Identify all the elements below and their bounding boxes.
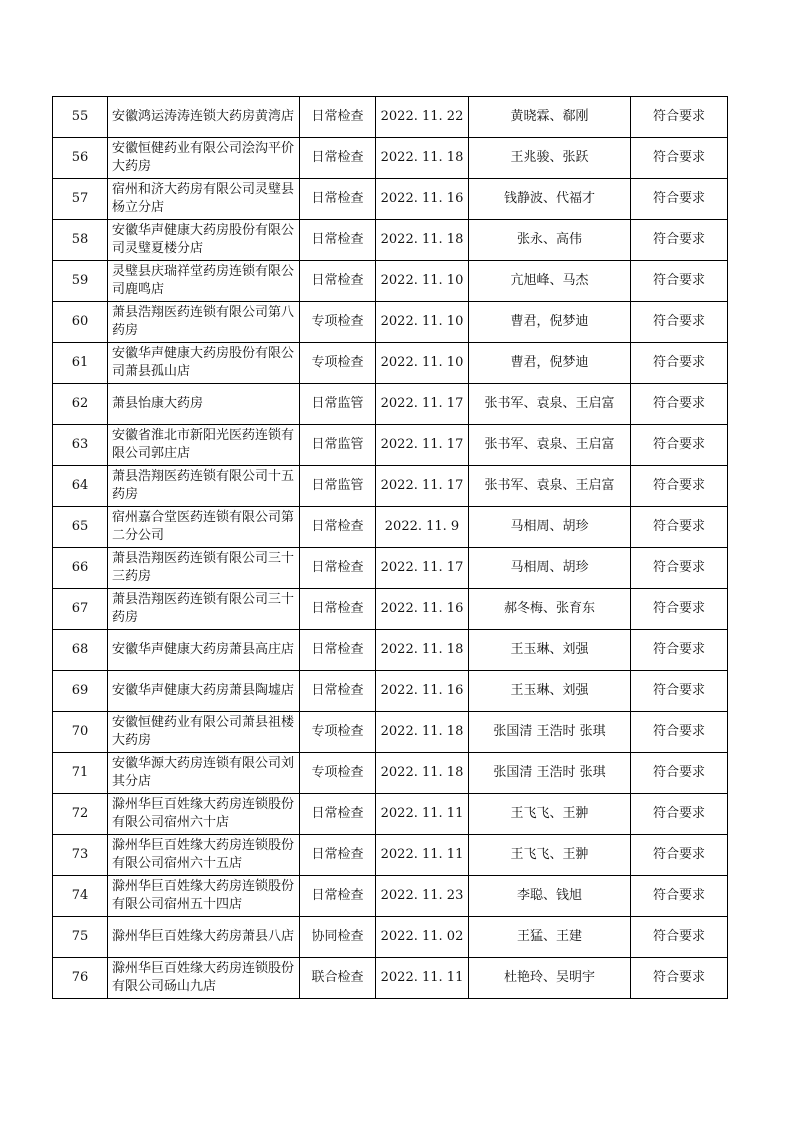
inspection-date-cell: 2022. 11. 18 [376,630,469,671]
inspection-date-cell: 2022. 11. 16 [376,179,469,220]
inspectors-cell: 黄晓霖、郗刚 [469,97,631,138]
inspection-type-cell: 专项检查 [300,712,376,753]
inspection-result-cell: 符合要求 [631,958,728,999]
table-row [53,220,728,261]
pharmacy-name-cell: 安徽华声健康大药房股份有限公司萧县孤山店 [108,343,300,384]
inspection-result-cell: 符合要求 [631,630,728,671]
inspection-type-cell: 日常检查 [300,548,376,589]
inspection-result-cell: 符合要求 [631,302,728,343]
inspection-table [52,96,728,999]
row-number-cell: 60 [53,302,108,343]
pharmacy-name-cell: 萧县浩翔医药连锁有限公司十五药房 [108,466,300,507]
inspection-type-cell: 日常监管 [300,425,376,466]
inspection-date-cell: 2022. 11. 16 [376,589,469,630]
row-number-cell: 66 [53,548,108,589]
inspectors-cell: 张永、高伟 [469,220,631,261]
inspection-type-cell: 日常监管 [300,384,376,425]
inspectors-cell: 马相周、胡珍 [469,548,631,589]
pharmacy-name-cell: 滁州华巨百姓缘大药房萧县八店 [108,917,300,958]
pharmacy-name-cell: 滁州华巨百姓缘大药房连锁股份有限公司宿州五十四店 [108,876,300,917]
inspectors-cell: 曹君，倪梦迪 [469,343,631,384]
pharmacy-name-cell: 安徽华声健康大药房萧县陶墟店 [108,671,300,712]
inspectors-cell: 王玉琳、刘强 [469,630,631,671]
pharmacy-name-cell: 滁州华巨百姓缘大药房连锁股份有限公司砀山九店 [108,958,300,999]
inspectors-cell: 钱静波、代福才 [469,179,631,220]
pharmacy-name-cell: 宿州嘉合堂医药连锁有限公司第二分公司 [108,507,300,548]
pharmacy-name-cell: 滁州华巨百姓缘大药房连锁股份有限公司宿州六十五店 [108,835,300,876]
table-row [53,179,728,220]
inspection-date-cell: 2022. 11. 11 [376,794,469,835]
pharmacy-name-cell: 安徽省淮北市新阳光医药连锁有限公司郭庄店 [108,425,300,466]
table-row [53,302,728,343]
inspection-table-body [53,97,728,999]
row-number-cell: 71 [53,753,108,794]
pharmacy-name-cell: 滁州华巨百姓缘大药房连锁股份有限公司宿州六十店 [108,794,300,835]
table-row [53,671,728,712]
row-number-cell: 69 [53,671,108,712]
inspection-date-cell: 2022. 11. 02 [376,917,469,958]
pharmacy-name-cell: 萧县浩翔医药连锁有限公司三十三药房 [108,548,300,589]
table-row [53,835,728,876]
inspectors-cell: 张国清 王浩时 张琪 [469,712,631,753]
inspectors-cell: 亢旭峰、马杰 [469,261,631,302]
inspection-result-cell: 符合要求 [631,876,728,917]
row-number-cell: 56 [53,138,108,179]
table-row [53,466,728,507]
pharmacy-name-cell: 安徽恒健药业有限公司浍沟平价大药房 [108,138,300,179]
inspection-date-cell: 2022. 11. 17 [376,384,469,425]
inspection-type-cell: 日常检查 [300,835,376,876]
row-number-cell: 70 [53,712,108,753]
row-number-cell: 74 [53,876,108,917]
pharmacy-name-cell: 萧县浩翔医药连锁有限公司三十药房 [108,589,300,630]
inspection-date-cell: 2022. 11. 16 [376,671,469,712]
inspection-type-cell: 日常检查 [300,261,376,302]
table-row [53,958,728,999]
row-number-cell: 76 [53,958,108,999]
inspection-type-cell: 日常检查 [300,876,376,917]
inspectors-cell: 郝冬梅、张育东 [469,589,631,630]
inspection-type-cell: 日常检查 [300,138,376,179]
inspection-date-cell: 2022. 11. 18 [376,220,469,261]
pharmacy-name-cell: 萧县怡康大药房 [108,384,300,425]
inspection-result-cell: 符合要求 [631,343,728,384]
inspectors-cell: 王飞飞、王翀 [469,835,631,876]
table-row [53,343,728,384]
table-row [53,876,728,917]
inspection-result-cell: 符合要求 [631,425,728,466]
inspectors-cell: 杜艳玲、吴明宇 [469,958,631,999]
inspection-result-cell: 符合要求 [631,138,728,179]
row-number-cell: 67 [53,589,108,630]
inspection-result-cell: 符合要求 [631,753,728,794]
table-row [53,261,728,302]
table-row [53,794,728,835]
table-row [53,384,728,425]
row-number-cell: 75 [53,917,108,958]
inspection-date-cell: 2022. 11. 10 [376,302,469,343]
inspection-type-cell: 日常检查 [300,507,376,548]
inspection-result-cell: 符合要求 [631,97,728,138]
inspection-type-cell: 日常监管 [300,466,376,507]
inspectors-cell: 马相周、胡珍 [469,507,631,548]
inspection-result-cell: 符合要求 [631,548,728,589]
inspection-date-cell: 2022. 11. 22 [376,97,469,138]
inspection-type-cell: 联合检查 [300,958,376,999]
inspection-result-cell: 符合要求 [631,589,728,630]
pharmacy-name-cell: 安徽恒健药业有限公司萧县祖楼大药房 [108,712,300,753]
inspectors-cell: 张书军、袁泉、王启富 [469,425,631,466]
inspectors-cell: 王玉琳、刘强 [469,671,631,712]
inspection-date-cell: 2022. 11. 18 [376,712,469,753]
inspection-date-cell: 2022. 11. 9 [376,507,469,548]
pharmacy-name-cell: 安徽华声健康大药房萧县高庄店 [108,630,300,671]
pharmacy-name-cell: 安徽华声健康大药房股份有限公司灵璧夏楼分店 [108,220,300,261]
inspection-result-cell: 符合要求 [631,179,728,220]
table-row [53,753,728,794]
inspection-type-cell: 协同检查 [300,917,376,958]
inspection-date-cell: 2022. 11. 18 [376,753,469,794]
pharmacy-name-cell: 宿州和济大药房有限公司灵璧县杨立分店 [108,179,300,220]
pharmacy-name-cell: 灵璧县庆瑞祥堂药房连锁有限公司鹿鸣店 [108,261,300,302]
inspection-date-cell: 2022. 11. 17 [376,548,469,589]
row-number-cell: 63 [53,425,108,466]
inspection-type-cell: 日常检查 [300,671,376,712]
inspectors-cell: 王飞飞、王翀 [469,794,631,835]
table-row [53,548,728,589]
inspection-date-cell: 2022. 11. 18 [376,138,469,179]
inspection-date-cell: 2022. 11. 17 [376,466,469,507]
inspection-type-cell: 日常检查 [300,179,376,220]
inspection-date-cell: 2022. 11. 10 [376,343,469,384]
pharmacy-name-cell: 安徽鸿运涛涛连锁大药房黄湾店 [108,97,300,138]
table-row [53,425,728,466]
inspectors-cell: 王猛、王建 [469,917,631,958]
table-row [53,97,728,138]
row-number-cell: 73 [53,835,108,876]
table-row [53,138,728,179]
inspection-date-cell: 2022. 11. 10 [376,261,469,302]
table-row [53,917,728,958]
inspection-result-cell: 符合要求 [631,671,728,712]
inspection-result-cell: 符合要求 [631,466,728,507]
inspection-result-cell: 符合要求 [631,220,728,261]
row-number-cell: 68 [53,630,108,671]
inspection-type-cell: 日常检查 [300,630,376,671]
inspection-type-cell: 专项检查 [300,302,376,343]
inspectors-cell: 李聪、钱旭 [469,876,631,917]
inspection-result-cell: 符合要求 [631,794,728,835]
inspection-result-cell: 符合要求 [631,835,728,876]
inspection-type-cell: 日常检查 [300,589,376,630]
pharmacy-name-cell: 萧县浩翔医药连锁有限公司第八药房 [108,302,300,343]
row-number-cell: 72 [53,794,108,835]
inspectors-cell: 曹君，倪梦迪 [469,302,631,343]
row-number-cell: 55 [53,97,108,138]
table-row [53,712,728,753]
inspection-date-cell: 2022. 11. 17 [376,425,469,466]
pharmacy-name-cell: 安徽华源大药房连锁有限公司刘其分店 [108,753,300,794]
inspection-result-cell: 符合要求 [631,507,728,548]
inspectors-cell: 张书军、袁泉、王启富 [469,384,631,425]
inspection-result-cell: 符合要求 [631,917,728,958]
inspection-result-cell: 符合要求 [631,261,728,302]
inspection-date-cell: 2022. 11. 11 [376,958,469,999]
inspection-result-cell: 符合要求 [631,712,728,753]
row-number-cell: 59 [53,261,108,302]
table-row [53,589,728,630]
row-number-cell: 57 [53,179,108,220]
table-row [53,630,728,671]
inspection-type-cell: 专项检查 [300,753,376,794]
row-number-cell: 62 [53,384,108,425]
inspection-date-cell: 2022. 11. 11 [376,835,469,876]
row-number-cell: 64 [53,466,108,507]
row-number-cell: 58 [53,220,108,261]
inspection-type-cell: 专项检查 [300,343,376,384]
table-row [53,507,728,548]
inspectors-cell: 张书军、袁泉、王启富 [469,466,631,507]
inspection-type-cell: 日常检查 [300,220,376,261]
inspection-date-cell: 2022. 11. 23 [376,876,469,917]
row-number-cell: 65 [53,507,108,548]
inspection-type-cell: 日常检查 [300,794,376,835]
inspection-type-cell: 日常检查 [300,97,376,138]
inspectors-cell: 张国清 王浩时 张琪 [469,753,631,794]
row-number-cell: 61 [53,343,108,384]
inspection-result-cell: 符合要求 [631,384,728,425]
inspectors-cell: 王兆骏、张跃 [469,138,631,179]
